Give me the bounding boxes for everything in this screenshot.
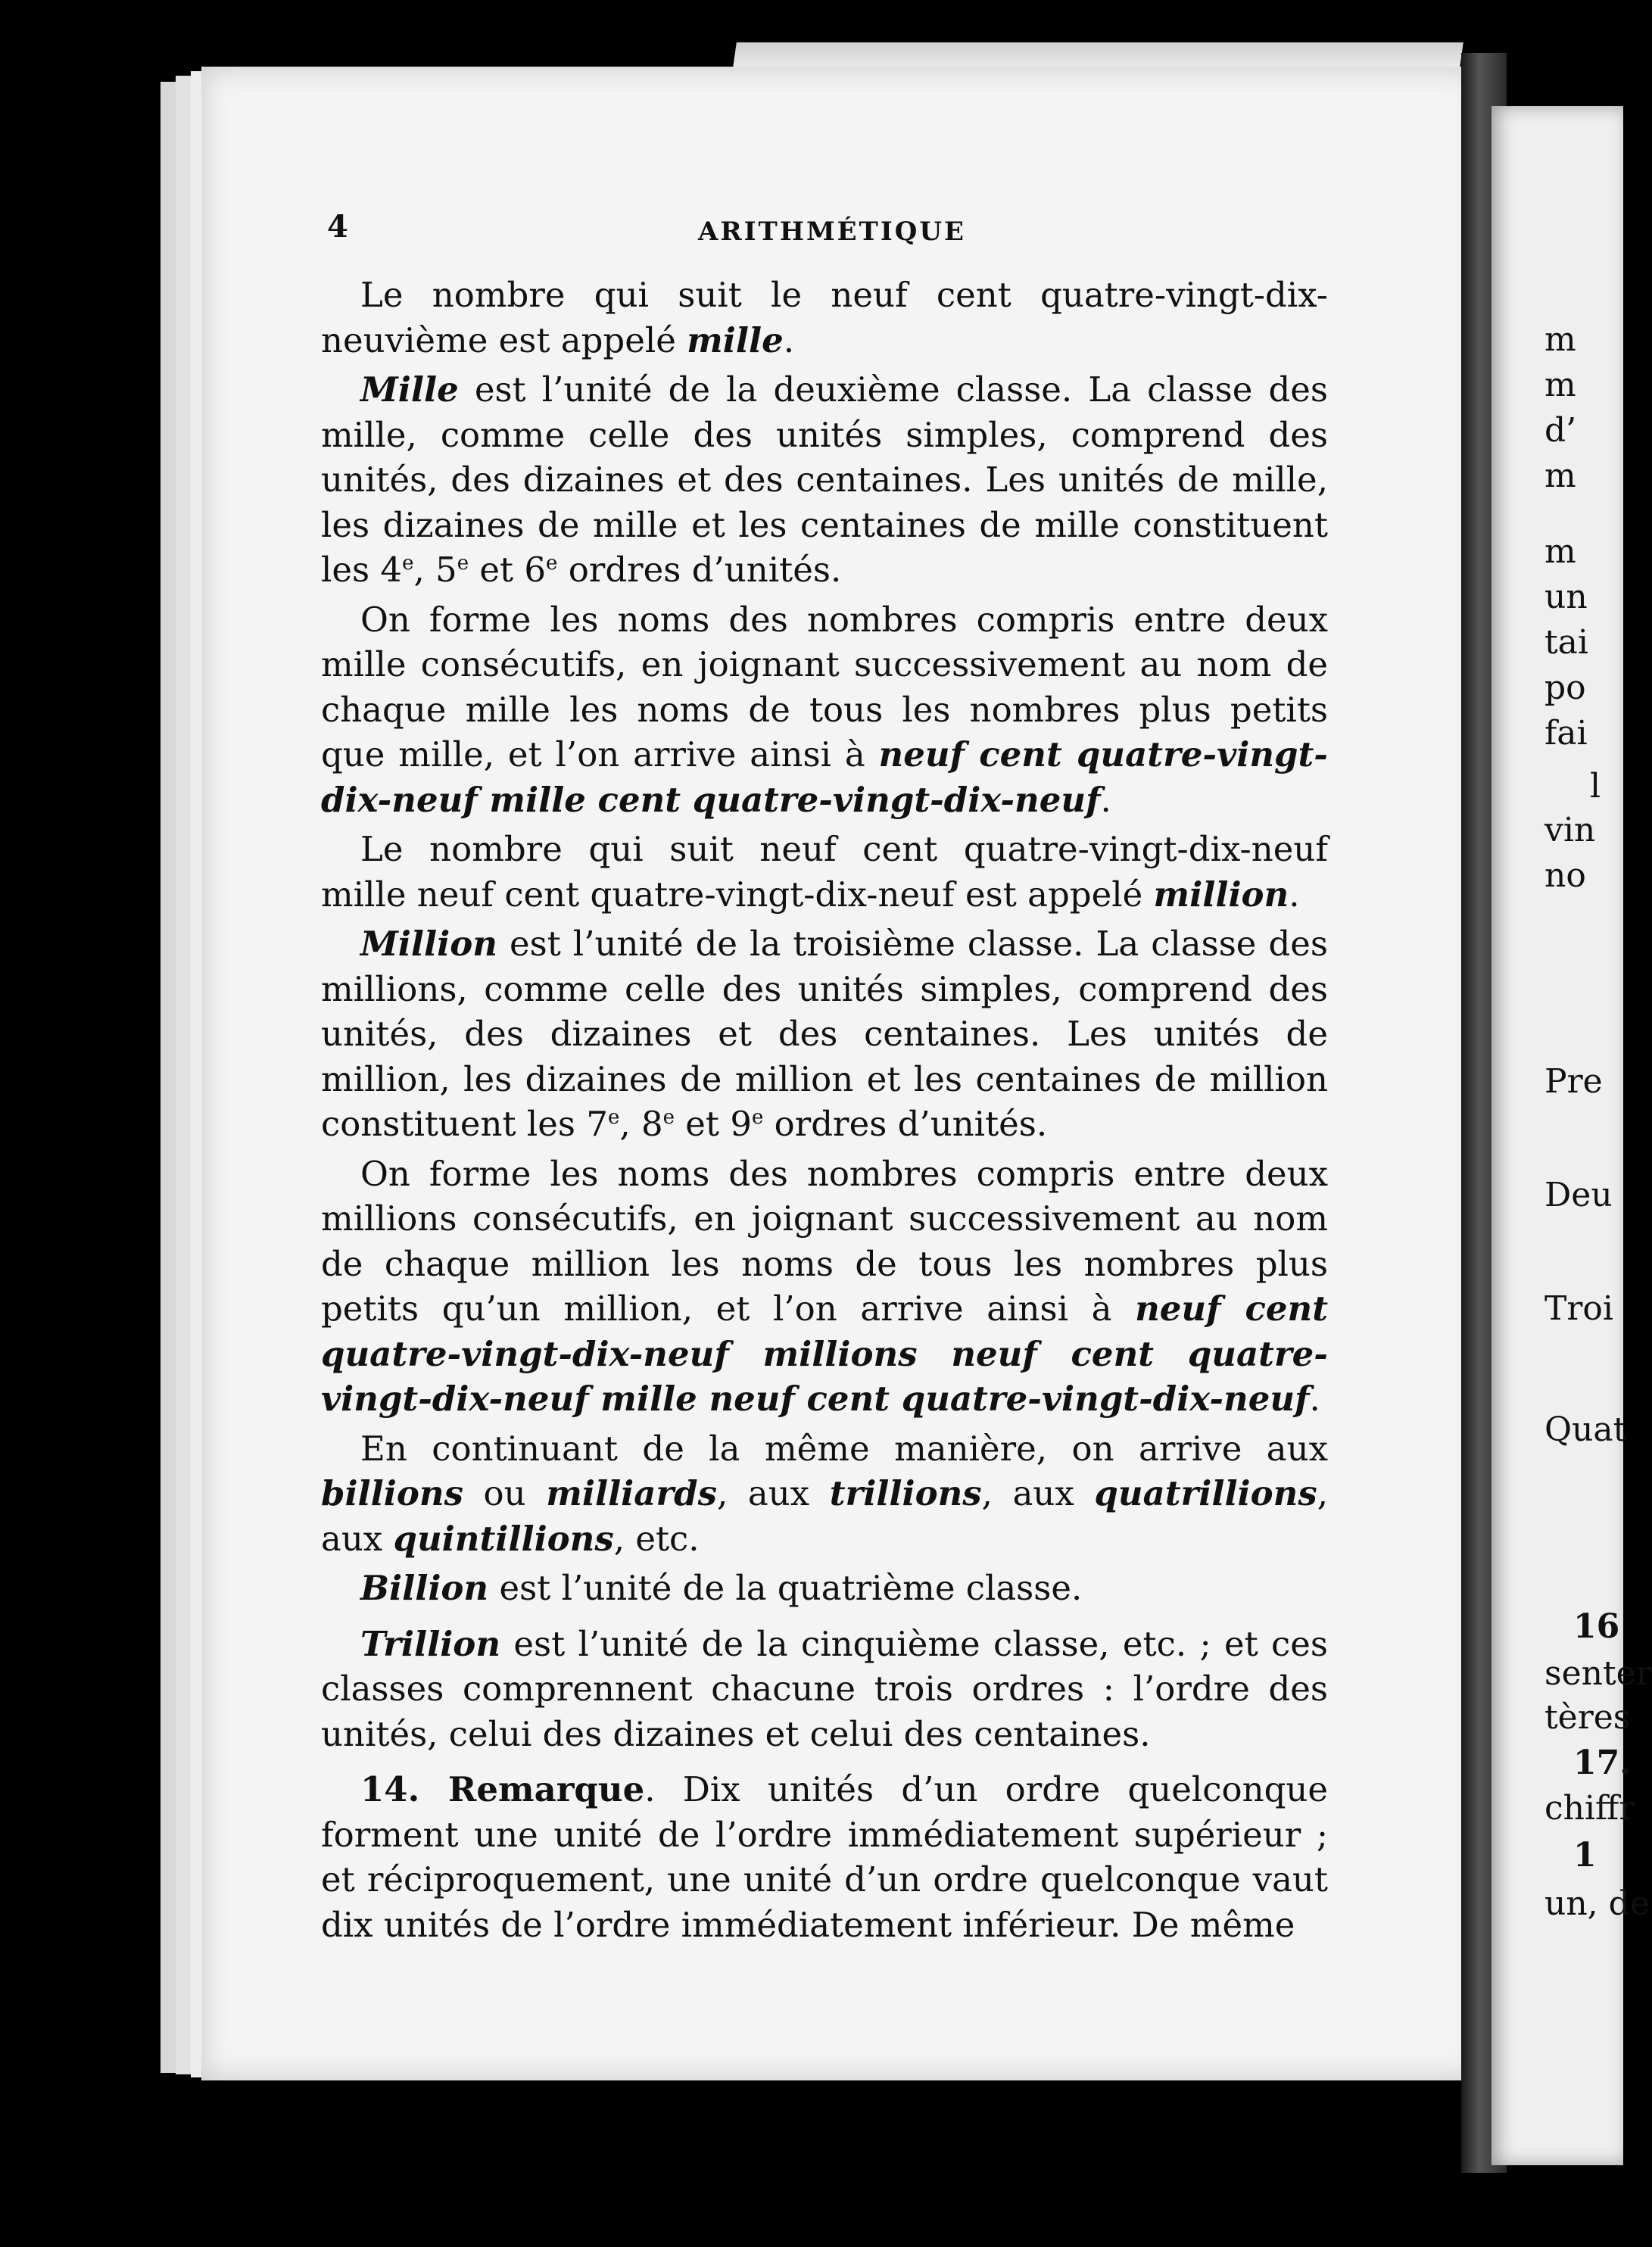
body-text: [321, 273, 1328, 1952]
page-header: [327, 209, 1342, 254]
paragraph: On forme les noms des nombres compris entre deux mille consécutifs, en joignant successivement au nom de chaque mille les noms de tous les nombres plus petits que mille, et l’on arrive ainsi à neuf cent quatre-vingt-dix-neuf mille cent quatre-vingt-dix-neuf.: [321, 599, 1328, 820]
page-number: 4: [327, 209, 348, 245]
fragment: 16: [1573, 1607, 1620, 1646]
fragment: 17.: [1573, 1744, 1632, 1782]
running-title: ARITHMÉTIQUE: [698, 217, 966, 247]
fragment: m: [1544, 457, 1576, 495]
fragment: m: [1544, 366, 1576, 404]
paragraph: Million est l’unité de la troisième classe. La classe des millions, comme celle des unités simples, comprend des unités, des dizaines et des centaines. Les unités de million, les dizaines de million et les centaines de million constituent les 7e, 8e et 9e ordres d’unités.: [321, 924, 1328, 1144]
paragraph: Billion est l’unité de la quatrième classe.: [360, 1568, 1083, 1608]
fragment: 1: [1573, 1836, 1597, 1875]
paragraph: 14. Remarque. Dix unités d’un ordre quelconque forment une unité de l’ordre immédiatement supérieur ; et réciproquement, une unité d’un ordre quelconque vaut dix unités de l’ordre immédiatement inférieur. De même: [321, 1769, 1328, 1945]
fragment: un, de: [1544, 1884, 1650, 1923]
fragment: fai: [1544, 714, 1588, 753]
paragraph: En continuant de la même manière, on arrive aux billions ou milliards, aux trillions, aux quatrillions, aux quintillions, etc.: [321, 1428, 1329, 1559]
fragment: un: [1544, 578, 1588, 616]
fragment: vin: [1544, 811, 1596, 849]
fragment: Pre: [1544, 1062, 1603, 1101]
fragment: tères: [1544, 1698, 1631, 1737]
paragraph: Le nombre qui suit neuf cent quatre-vingt-dix-neuf mille neuf cent quatre-vingt-dix-neuf est appelé million.: [321, 829, 1328, 915]
fragment: po: [1544, 668, 1586, 707]
fragment: m: [1544, 320, 1576, 359]
paragraph: Le nombre qui suit le neuf cent quatre-vingt-dix-neuvième est appelé mille.: [321, 275, 1328, 360]
paragraph: On forme les noms des nombres compris entre deux millions consécutifs, en joignant successivement au nom de chaque million les noms de tous les nombres plus petits qu’un million, et l’on arrive ainsi à neuf cent quatre-vingt-dix-neuf millions neuf cent quatre-vingt-dix-neuf mille neuf cent quatre-vingt-dix-neuf.: [321, 1153, 1329, 1419]
fragment: m: [1544, 532, 1576, 571]
paragraph: Mille est l’unité de la deuxième classe. La classe des mille, comme celle des unités simples, comprend des unités, des dizaines et des centaines. Les unités de mille, les dizaines de mille et les centaines de mille constituent les 4e, 5e et 6e ordres d’unités.: [321, 369, 1328, 590]
fragment: d’: [1544, 411, 1577, 450]
paragraph: Trillion est l’unité de la cinquième classe, etc. ; et ces classes comprennent chacune trois ordres : l’ordre des unités, celui des dizaines et celui des centaines.: [321, 1623, 1328, 1754]
fragment: tai: [1544, 623, 1588, 662]
fragment: chiffr: [1544, 1789, 1635, 1828]
fragment: Troi: [1544, 1289, 1613, 1328]
fragment: l: [1590, 767, 1601, 806]
fragment: senter: [1544, 1654, 1652, 1693]
fragment: no: [1544, 856, 1586, 895]
fragment: Quat: [1544, 1410, 1627, 1449]
fragment: Deu: [1544, 1176, 1613, 1214]
